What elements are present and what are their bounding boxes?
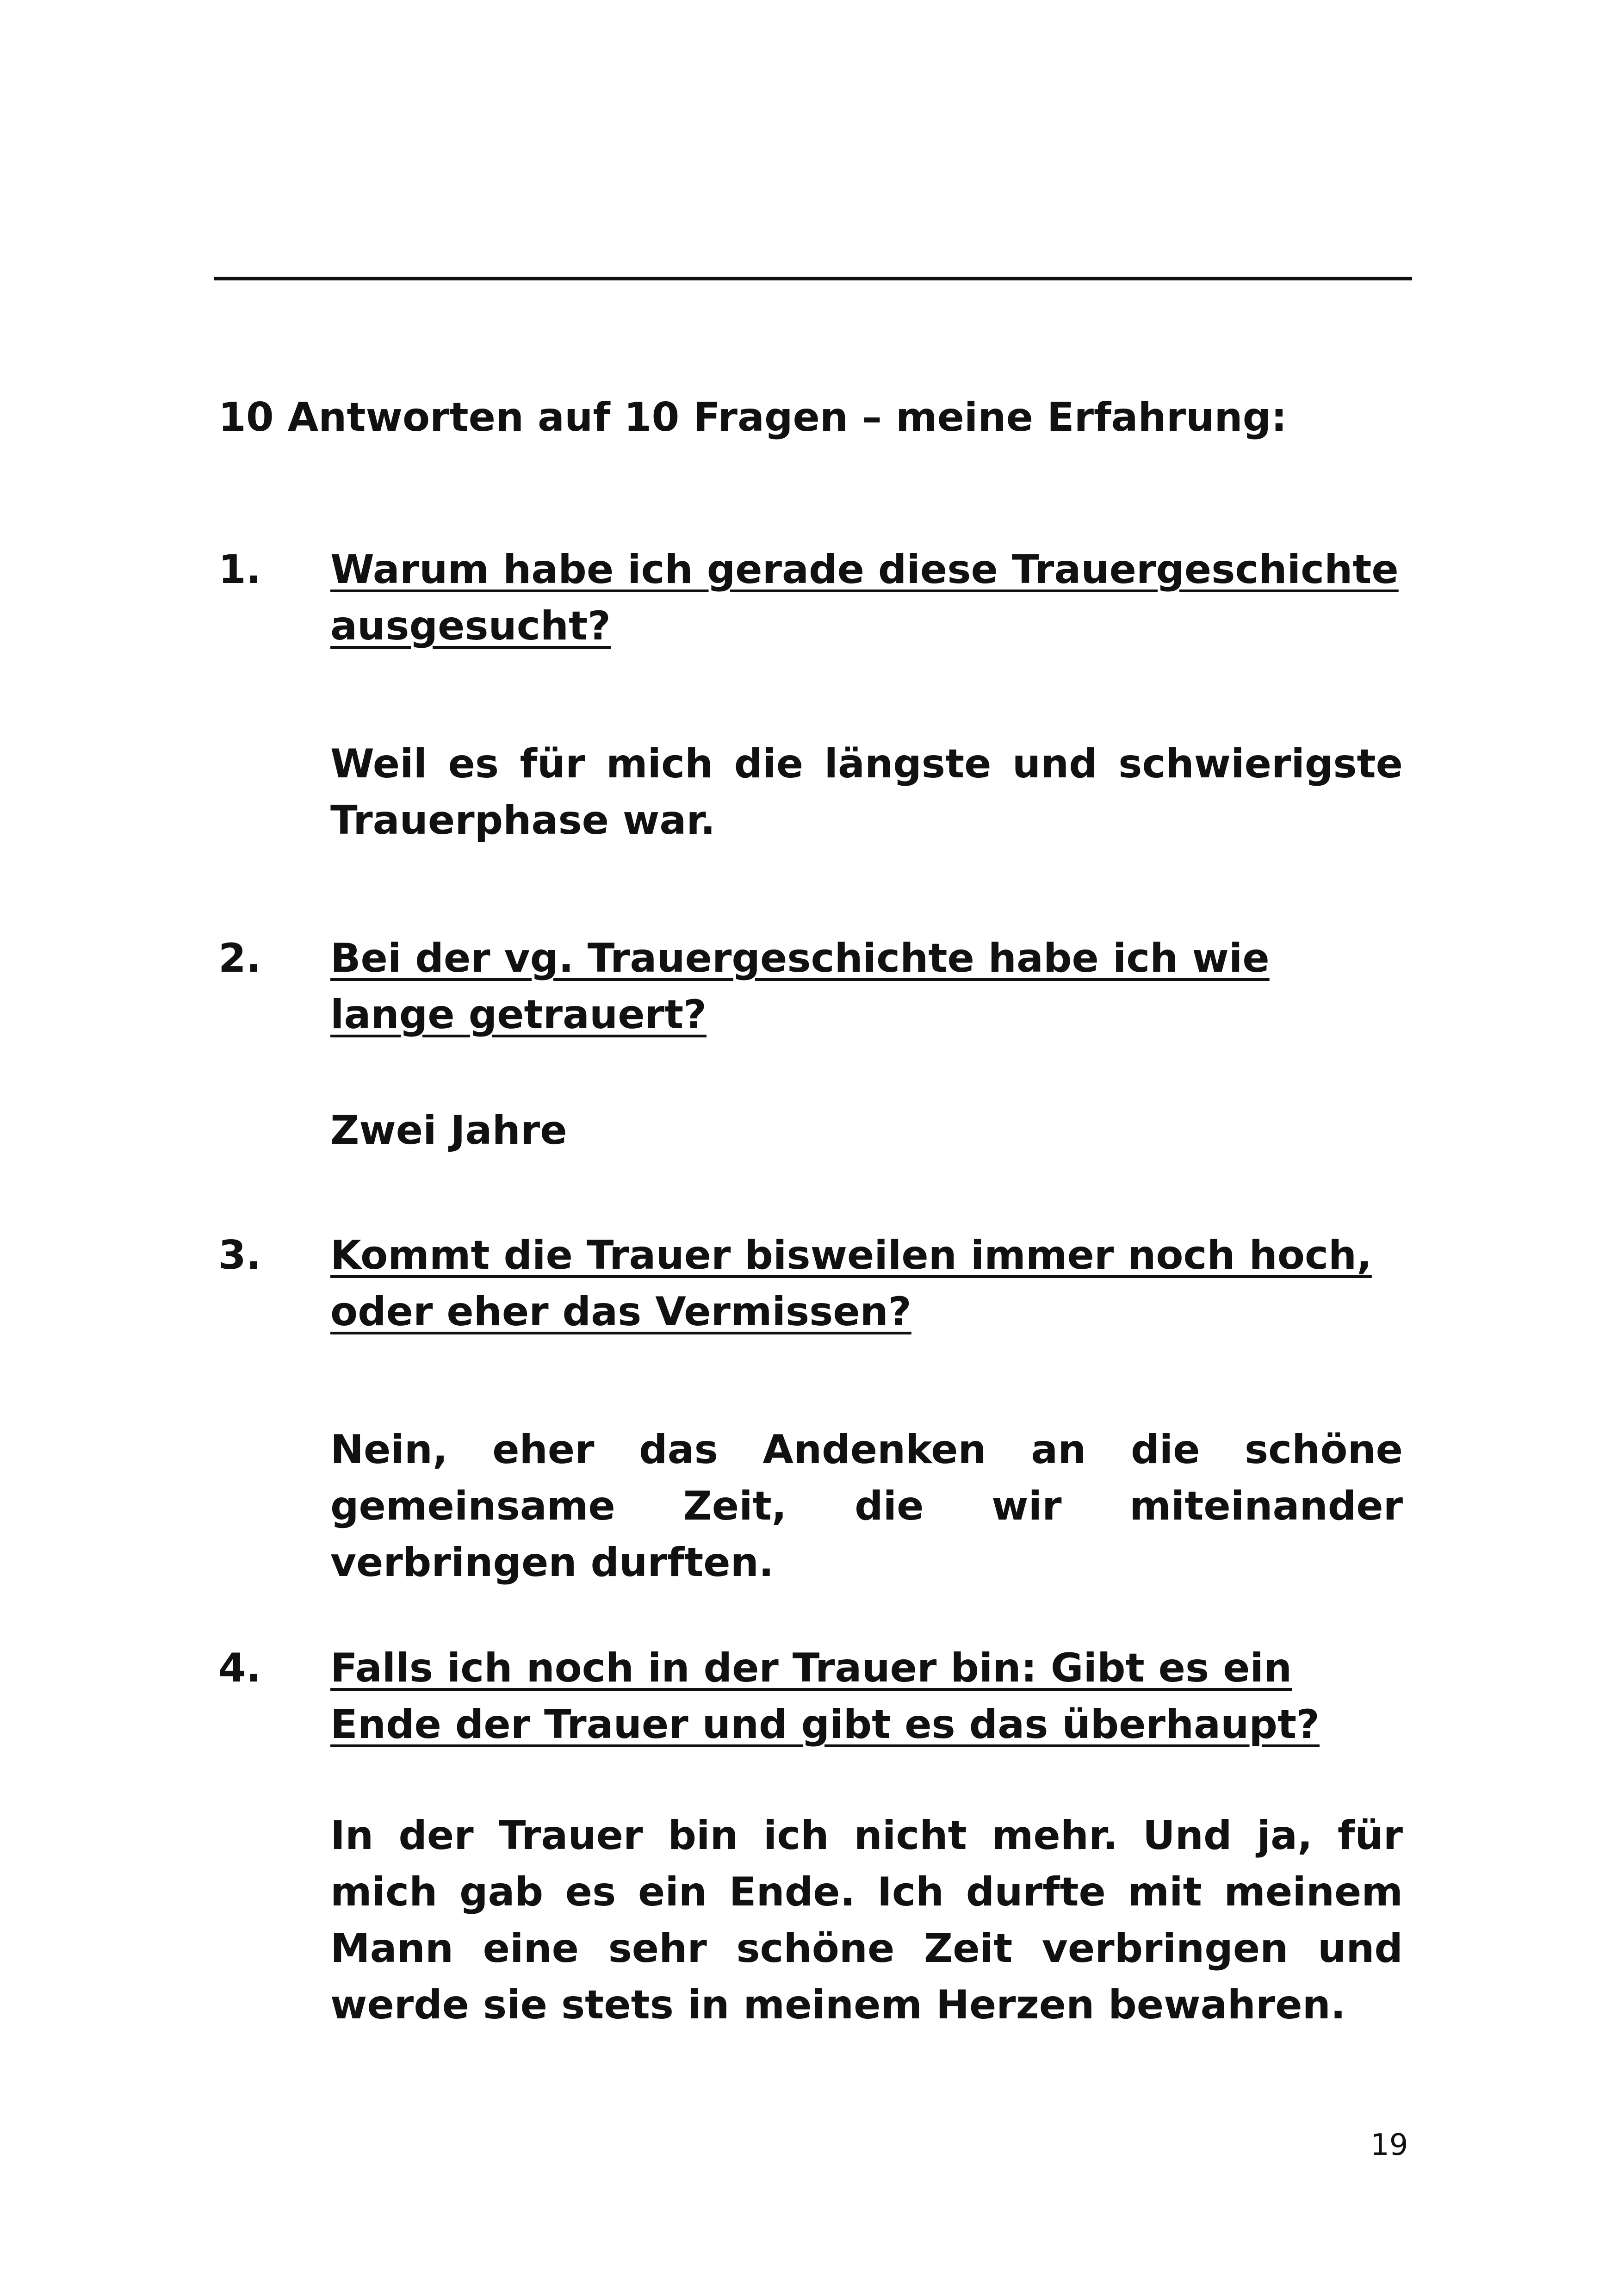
item-number: 4. [218, 1645, 261, 1691]
answer-text: Nein, eher das Andenken an die schöne gemeinsame Zeit, die wir miteinander verbringen durften. [330, 1427, 1403, 1586]
item-number: 2. [218, 935, 261, 981]
item-number: 3. [218, 1232, 261, 1278]
question-text: Kommt die Trauer bisweilen immer noch hoch, oder eher das Vermissen? [330, 1232, 1372, 1335]
answer-text: Weil es für mich die längste und schwierigste Trauerphase war. [330, 741, 1403, 844]
page-number: 19 [1370, 2128, 1408, 2162]
answer-text: In der Trauer bin ich nicht mehr. Und ja, für mich gab es ein Ende. Ich durfte mit meinem Mann eine sehr schöne Zeit verbringen und werde sie stets in meinem Herzen bewahren. [330, 1812, 1403, 2028]
header-rule [214, 277, 1412, 280]
item-number: 1. [218, 546, 261, 593]
question-text: Warum habe ich gerade diese Trauergeschichte ausgesucht? [330, 546, 1399, 649]
answer-text: Zwei Jahre [330, 1107, 567, 1154]
page-heading: 10 Antworten auf 10 Fragen – meine Erfahrung: [218, 394, 1287, 441]
question-text: Bei der vg. Trauergeschichte habe ich wie lange getrauert? [330, 935, 1270, 1038]
question-text: Falls ich noch in der Trauer bin: Gibt es ein Ende der Trauer und gibt es das überhaupt? [330, 1645, 1320, 1748]
